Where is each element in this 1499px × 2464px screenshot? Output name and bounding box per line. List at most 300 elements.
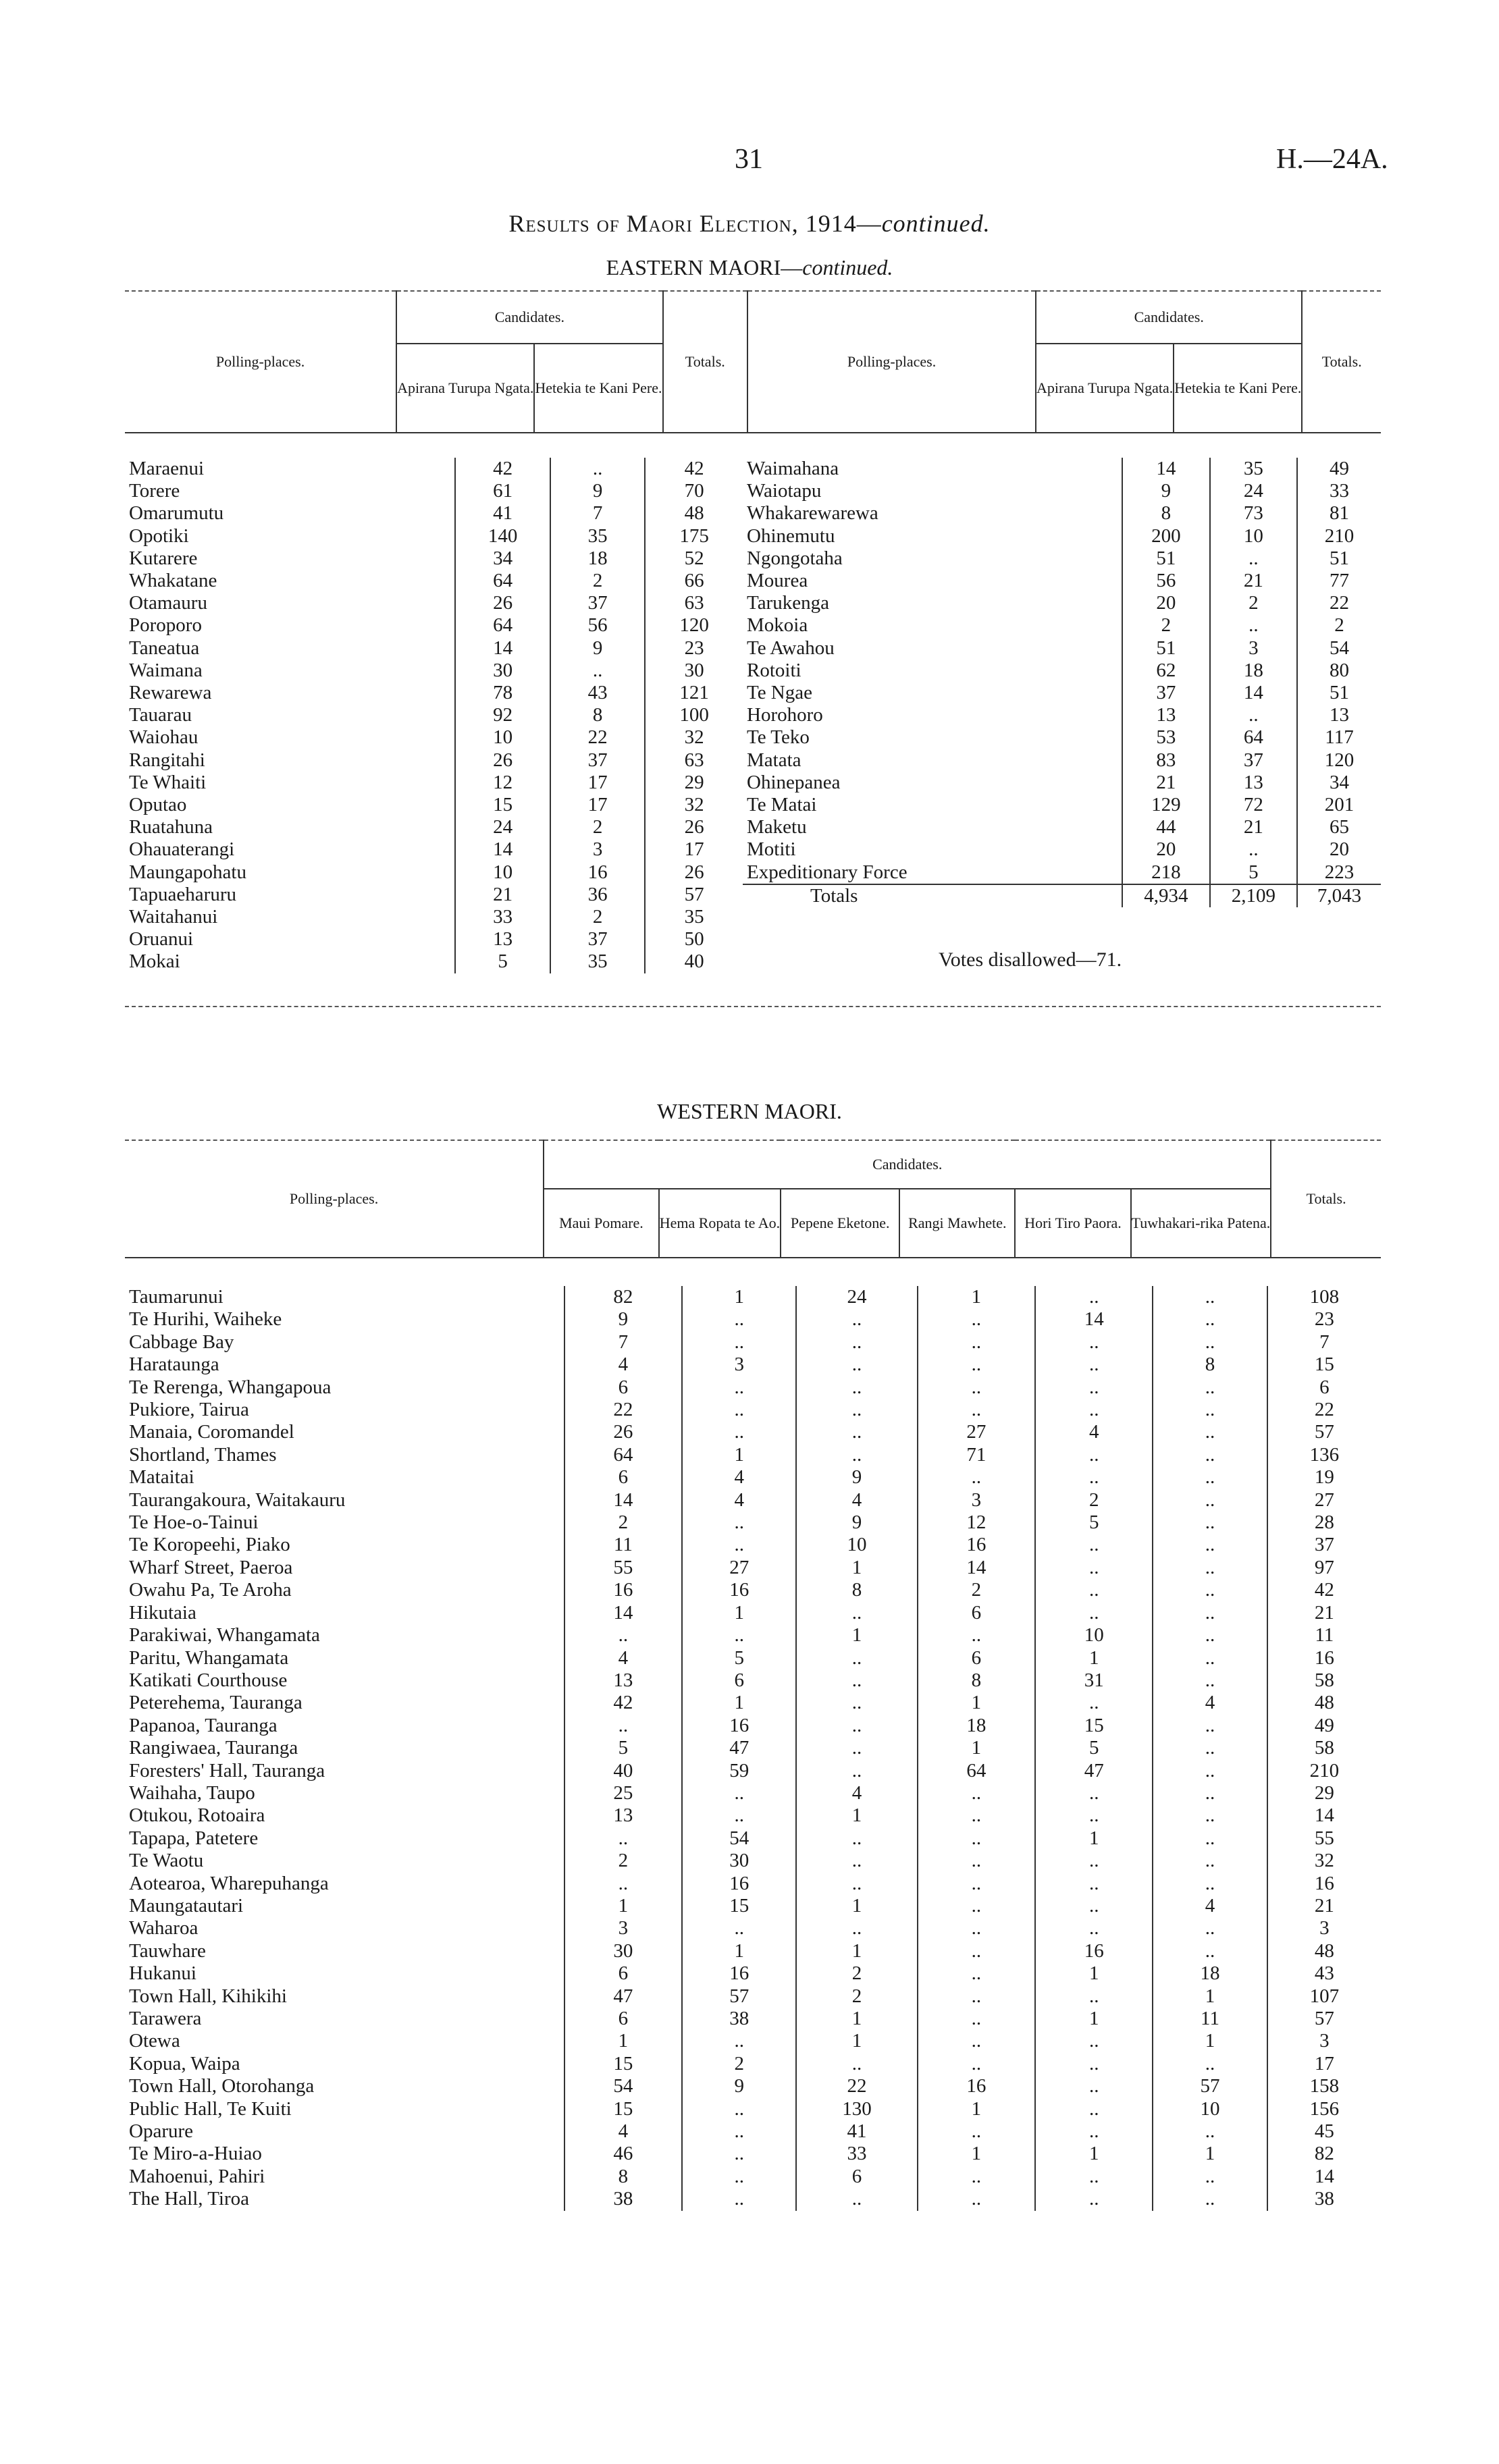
western-cell: .. (1035, 2098, 1153, 2120)
western-cell: 15 (682, 1895, 796, 1917)
western-cell: 4 (564, 1354, 682, 1376)
western-cell: .. (1153, 1579, 1267, 1601)
western-row (125, 1647, 1381, 1669)
eastern-right-place-name: Expeditionary Force (747, 861, 908, 883)
western-cell: 38 (682, 2008, 796, 2030)
eastern-right-place-name: Waiotapu (747, 480, 822, 502)
eastern-left-cell: 2 (550, 570, 646, 592)
eastern-left-cell: 9 (550, 637, 646, 660)
western-cell: .. (1035, 1804, 1153, 1827)
western-cell: .. (796, 1692, 917, 1714)
eastern-right-row (743, 458, 1381, 480)
eastern-right-cell: 22 (1297, 592, 1381, 614)
western-place-name: Town Hall, Kihikihi (129, 1985, 287, 2007)
eastern-left-cell: 12 (455, 772, 550, 794)
western-cell: .. (1035, 1985, 1153, 2008)
page-title-text: Results of Maori Election, 1914— (508, 210, 882, 237)
eastern-left-row (125, 884, 743, 906)
western-col-candidate: Hema Ropata te Ao. (659, 1189, 781, 1258)
western-cell: 24 (796, 1286, 917, 1308)
eastern-right-cell: 72 (1210, 794, 1297, 816)
western-cell: 13 (564, 1804, 682, 1827)
eastern-col-candidates-right: Candidates. (1036, 291, 1302, 344)
western-cell: .. (918, 1399, 1035, 1421)
eastern-left-cell: 35 (550, 525, 646, 547)
western-cell: .. (1153, 1804, 1267, 1827)
eastern-right-cell: 62 (1122, 660, 1209, 682)
western-cell: 2 (564, 1511, 682, 1534)
eastern-right-cell: 51 (1122, 637, 1209, 660)
eastern-left-cell: 56 (550, 614, 646, 637)
eastern-right-place-name: Mourea (747, 570, 808, 592)
western-cell: 16 (918, 1534, 1035, 1556)
eastern-right-cell: 201 (1297, 794, 1381, 816)
western-cell: 4 (564, 1647, 682, 1669)
western-col-polling: Polling-places. (125, 1140, 544, 1258)
eastern-left-cell: 30 (455, 660, 550, 682)
western-cell: 14 (1267, 2166, 1381, 2188)
eastern-left-place-name: Kutarere (129, 547, 198, 569)
western-cell: 1 (1035, 1827, 1153, 1850)
eastern-left-place-name: Whakatane (129, 570, 217, 592)
western-cell: .. (796, 1444, 917, 1466)
western-cell: 1 (1035, 2008, 1153, 2030)
western-cell: 6 (1267, 1376, 1381, 1399)
western-cell: .. (1153, 1647, 1267, 1669)
western-cell: .. (1153, 1715, 1267, 1737)
eastern-right-cell: 210 (1297, 525, 1381, 547)
western-cell: .. (1035, 1399, 1153, 1421)
western-cell: 1 (918, 2143, 1035, 2165)
western-cell: .. (682, 1399, 796, 1421)
western-cell: 4 (1153, 1895, 1267, 1917)
western-table (125, 1286, 1381, 2211)
eastern-left-cell: 35 (645, 906, 743, 928)
eastern-left-place-name: Rangitahi (129, 749, 205, 771)
eastern-left-place-name: Oputao (129, 794, 187, 816)
western-cell: .. (918, 1466, 1035, 1489)
eastern-left-cell: 26 (455, 592, 550, 614)
eastern-total-all: 7,043 (1297, 884, 1381, 907)
western-row (125, 1850, 1381, 1872)
western-cell: 10 (1035, 1624, 1153, 1646)
western-row (125, 1354, 1381, 1376)
western-cell: 49 (1267, 1715, 1381, 1737)
western-cell: 47 (1035, 1760, 1153, 1782)
western-cell: .. (1035, 1331, 1153, 1354)
western-cell: 32 (1267, 1850, 1381, 1872)
western-cell: 1 (796, 1624, 917, 1646)
western-cell: .. (1153, 1534, 1267, 1556)
western-row (125, 1873, 1381, 1895)
western-col-candidate: Pepene Eketone. (781, 1189, 899, 1258)
eastern-right-cell: 51 (1297, 547, 1381, 570)
eastern-right-row (743, 838, 1381, 861)
western-cell: .. (1153, 1557, 1267, 1579)
western-cell: 57 (682, 1985, 796, 2008)
western-cell: 82 (1267, 2143, 1381, 2165)
western-cell: 16 (1267, 1873, 1381, 1895)
western-cell: 11 (564, 1534, 682, 1556)
western-cell: .. (1153, 1286, 1267, 1308)
western-row (125, 1557, 1381, 1579)
western-cell: 27 (682, 1557, 796, 1579)
western-row (125, 1511, 1381, 1534)
western-row (125, 1715, 1381, 1737)
western-place-name: Manaia, Coromandel (129, 1421, 294, 1443)
eastern-left-cell: 24 (455, 816, 550, 838)
eastern-left-place-name: Opotiki (129, 525, 189, 547)
western-cell: .. (1035, 1557, 1153, 1579)
western-cell: .. (1153, 2166, 1267, 2188)
western-cell: 16 (1267, 1647, 1381, 1669)
eastern-left-row (125, 682, 743, 704)
eastern-left-cell: 175 (645, 525, 743, 547)
western-row (125, 1917, 1381, 1939)
western-cell: 46 (564, 2143, 682, 2165)
eastern-right-cell: 9 (1122, 480, 1209, 502)
eastern-right-cell: 37 (1210, 749, 1297, 772)
eastern-left-cell: 17 (645, 838, 743, 861)
western-cell: 6 (918, 1602, 1035, 1624)
eastern-right-row (743, 816, 1381, 838)
western-cell: 4 (682, 1466, 796, 1489)
eastern-left-place-name: Tapuaeharuru (129, 883, 236, 905)
eastern-totals-label: Totals (743, 884, 1122, 907)
eastern-left-cell: 26 (645, 861, 743, 884)
western-row (125, 1895, 1381, 1917)
western-cell: 1 (1035, 2143, 1153, 2165)
western-cell: .. (918, 1782, 1035, 1804)
eastern-right-row (743, 704, 1381, 726)
western-cell: 14 (1035, 1308, 1153, 1331)
western-cell: 4 (796, 1489, 917, 1511)
eastern-left-row (125, 480, 743, 502)
western-cell: 3 (1267, 2030, 1381, 2052)
eastern-right-cell: 49 (1297, 458, 1381, 480)
eastern-left-cell: .. (550, 458, 646, 480)
votes-disallowed: Votes disallowed—71. (939, 948, 1122, 971)
western-cell: 1 (682, 1444, 796, 1466)
western-cell: .. (682, 2188, 796, 2210)
eastern-left-cell: 37 (550, 592, 646, 614)
western-cell: 1 (796, 1895, 917, 1917)
western-cell: .. (1035, 1579, 1153, 1601)
eastern-left-row (125, 502, 743, 525)
western-cell: 15 (1035, 1715, 1153, 1737)
eastern-right-row (743, 637, 1381, 660)
western-cell: .. (918, 1804, 1035, 1827)
western-cell: .. (1035, 1286, 1153, 1308)
western-cell: .. (682, 1376, 796, 1399)
western-cell: .. (918, 2120, 1035, 2143)
western-row (125, 1331, 1381, 1354)
western-cell: 1 (796, 2030, 917, 2052)
western-cell: 40 (564, 1760, 682, 1782)
eastern-left-cell: .. (550, 660, 646, 682)
western-cell: 21 (1267, 1895, 1381, 1917)
western-header (125, 1140, 1381, 1258)
western-cell: .. (682, 2098, 796, 2120)
eastern-left-cell: 42 (455, 458, 550, 480)
eastern-right-cell: 2 (1210, 592, 1297, 614)
eastern-right-cell: 77 (1297, 570, 1381, 592)
western-cell: .. (1035, 1895, 1153, 1917)
eastern-left-cell: 78 (455, 682, 550, 704)
eastern-left-row (125, 525, 743, 547)
western-cell: 1 (918, 1737, 1035, 1759)
western-row (125, 2166, 1381, 2188)
western-cell: 9 (796, 1511, 917, 1534)
western-cell: .. (1153, 1624, 1267, 1646)
eastern-left-cell: 121 (645, 682, 743, 704)
eastern-left-cell: 36 (550, 884, 646, 906)
western-place-name: Te Koropeehi, Piako (129, 1534, 290, 1556)
eastern-right-cell: 51 (1122, 547, 1209, 570)
eastern-left-cell: 2 (550, 816, 646, 838)
western-cell: .. (918, 1354, 1035, 1376)
western-cell: 1 (796, 2008, 917, 2030)
western-cell: 22 (796, 2075, 917, 2097)
eastern-right-place-name: Waimahana (747, 458, 839, 479)
western-cell: 1 (1035, 1962, 1153, 1985)
western-cell: 28 (1267, 1511, 1381, 1534)
eastern-left-cell: 2 (550, 906, 646, 928)
western-cell: .. (1153, 1376, 1267, 1399)
eastern-total-pere: 2,109 (1210, 884, 1297, 907)
eastern-right-place-name: Ohinemutu (747, 525, 835, 547)
eastern-left-place-name: Mokai (129, 950, 180, 973)
eastern-left-cell: 52 (645, 547, 743, 570)
western-cell: .. (682, 1308, 796, 1331)
western-cell: 41 (796, 2120, 917, 2143)
western-cell: 22 (1267, 1399, 1381, 1421)
eastern-right-row (743, 525, 1381, 547)
western-cell: .. (796, 1715, 917, 1737)
western-cell: .. (796, 1602, 917, 1624)
western-row (125, 1624, 1381, 1646)
western-cell: 2 (796, 1962, 917, 1985)
eastern-col-ngata-left: Apirana Turupa Ngata. (396, 344, 534, 433)
western-cell: 48 (1267, 1940, 1381, 1962)
eastern-col-pere-right: Hetekia te Kani Pere. (1174, 344, 1302, 433)
western-cell: 6 (796, 2166, 917, 2188)
western-cell: 11 (1267, 1624, 1381, 1646)
western-cell: 58 (1267, 1669, 1381, 1692)
eastern-left-cell: 16 (550, 861, 646, 884)
western-cell: .. (918, 1624, 1035, 1646)
eastern-left-cell: 8 (550, 704, 646, 726)
western-cell: 18 (1153, 1962, 1267, 1985)
western-cell: 3 (564, 1917, 682, 1939)
western-place-name: Maungatautari (129, 1894, 244, 1917)
western-cell: 8 (796, 1579, 917, 1601)
eastern-left-place-name: Taneatua (129, 637, 200, 659)
eastern-right-row (743, 480, 1381, 502)
eastern-heading-text: EASTERN MAORI— (606, 255, 803, 279)
western-cell: .. (796, 2188, 917, 2210)
western-place-name: Paritu, Whangamata (129, 1646, 289, 1669)
eastern-left-cell: 29 (645, 772, 743, 794)
eastern-right-row (743, 772, 1381, 794)
eastern-right-cell: 3 (1210, 637, 1297, 660)
western-cell: 22 (564, 1399, 682, 1421)
western-cell: .. (796, 1669, 917, 1692)
western-cell: 97 (1267, 1557, 1381, 1579)
western-place-name: Owahu Pa, Te Aroha (129, 1579, 292, 1601)
western-cell: .. (1153, 1489, 1267, 1511)
western-cell: .. (796, 1376, 917, 1399)
eastern-left-cell: 43 (550, 682, 646, 704)
document-reference: H.—24A. (1276, 144, 1388, 175)
western-cell: 8 (564, 2166, 682, 2188)
western-cell: 30 (564, 1940, 682, 1962)
eastern-left-row (125, 704, 743, 726)
western-cell: 47 (682, 1737, 796, 1759)
eastern-right-cell: 13 (1297, 704, 1381, 726)
western-cell: 9 (796, 1466, 917, 1489)
western-cell: .. (1153, 2120, 1267, 2143)
western-cell: 54 (682, 1827, 796, 1850)
eastern-bottom-rule (125, 1006, 1381, 1007)
eastern-right-cell: 20 (1122, 838, 1209, 861)
western-cell: .. (1035, 2120, 1153, 2143)
western-cell: .. (918, 1985, 1035, 2008)
eastern-left-cell: 5 (455, 950, 550, 973)
western-cell: 16 (1035, 1940, 1153, 1962)
western-row (125, 1376, 1381, 1399)
western-cell: .. (918, 1308, 1035, 1331)
eastern-left-cell: 100 (645, 704, 743, 726)
eastern-right-cell: 129 (1122, 794, 1209, 816)
eastern-right-cell: 223 (1297, 861, 1381, 884)
western-cell: 4 (682, 1489, 796, 1511)
western-cell: .. (1035, 1534, 1153, 1556)
eastern-right-cell: 51 (1297, 682, 1381, 704)
western-place-name: Town Hall, Otorohanga (129, 2075, 315, 2097)
western-cell: .. (1035, 1444, 1153, 1466)
western-cell: 14 (918, 1557, 1035, 1579)
western-place-name: Mahoenui, Pahiri (129, 2165, 265, 2187)
western-cell: .. (682, 1624, 796, 1646)
western-cell: .. (1153, 1669, 1267, 1692)
eastern-col-totals-left: Totals. (663, 291, 748, 433)
western-place-name: Taurangakoura, Waitakauru (129, 1489, 346, 1511)
western-row (125, 1962, 1381, 1985)
eastern-left-cell: 48 (645, 502, 743, 525)
eastern-left-cell: 37 (550, 749, 646, 772)
western-row (125, 1286, 1381, 1308)
western-cell: .. (1153, 1760, 1267, 1782)
western-cell: .. (1153, 1421, 1267, 1443)
western-place-name: Cabbage Bay (129, 1331, 234, 1353)
western-cell: 57 (1267, 2008, 1381, 2030)
western-place-name: Rangiwaea, Tauranga (129, 1737, 298, 1759)
western-cell: 57 (1267, 1421, 1381, 1443)
eastern-left-cell: 10 (455, 726, 550, 749)
western-col-candidate: Maui Pomare. (544, 1189, 659, 1258)
western-cell: 59 (682, 1760, 796, 1782)
western-cell: .. (796, 1760, 917, 1782)
eastern-right-cell: 65 (1297, 816, 1381, 838)
western-cell: .. (682, 1782, 796, 1804)
western-cell: .. (1035, 2030, 1153, 2052)
western-cell: 42 (564, 1692, 682, 1714)
western-cell: .. (796, 1399, 917, 1421)
western-cell: 1 (682, 1692, 796, 1714)
eastern-right-cell: 35 (1210, 458, 1297, 480)
eastern-left-cell: 17 (550, 772, 646, 794)
eastern-right-cell: 21 (1210, 570, 1297, 592)
western-row (125, 1669, 1381, 1692)
eastern-left-cell: 64 (455, 570, 550, 592)
western-cell: .. (918, 1895, 1035, 1917)
eastern-left-cell: 26 (645, 816, 743, 838)
western-cell: .. (682, 1421, 796, 1443)
western-cell: 31 (1035, 1669, 1153, 1692)
western-cell: .. (682, 2030, 796, 2052)
eastern-right-place-name: Motiti (747, 838, 796, 861)
western-cell: 6 (564, 2008, 682, 2030)
western-cell: 19 (1267, 1466, 1381, 1489)
western-cell: .. (918, 1376, 1035, 1399)
western-cell: 2 (796, 1985, 917, 2008)
western-cell: 15 (564, 2053, 682, 2075)
eastern-left-row (125, 906, 743, 928)
western-cell: .. (1035, 1850, 1153, 1872)
eastern-left-cell: 32 (645, 794, 743, 816)
eastern-right-cell: 120 (1297, 749, 1381, 772)
western-cell: .. (1153, 1466, 1267, 1489)
western-place-name: Taumarunui (129, 1286, 223, 1308)
eastern-right-place-name: Horohoro (747, 704, 823, 726)
eastern-right-place-name: Matata (747, 749, 801, 771)
eastern-heading (0, 255, 1499, 280)
eastern-right-place-name: Rotoiti (747, 659, 801, 681)
eastern-right-place-name: Tarukenga (747, 592, 829, 614)
eastern-right-cell: 83 (1122, 749, 1209, 772)
eastern-right-cell: 10 (1210, 525, 1297, 547)
western-cell: 1 (918, 2098, 1035, 2120)
eastern-left-place-name: Otamauru (129, 592, 207, 614)
eastern-left-place-name: Tauarau (129, 704, 192, 726)
eastern-right-cell: 44 (1122, 816, 1209, 838)
eastern-right-place-name: Ngongotaha (747, 547, 843, 569)
eastern-right-cell: 2 (1297, 614, 1381, 637)
eastern-right-place-name: Te Ngae (747, 682, 812, 704)
eastern-right-cell: 8 (1122, 502, 1209, 525)
eastern-right-cell: 34 (1297, 772, 1381, 794)
eastern-left-place-name: Ruatahuna (129, 816, 213, 838)
eastern-left-cell: 37 (550, 928, 646, 950)
eastern-right-row (743, 861, 1381, 884)
eastern-left-row (125, 458, 743, 480)
western-col-candidate: Hori Tiro Paora. (1015, 1189, 1130, 1258)
western-cell: .. (564, 1827, 682, 1850)
western-cell: 5 (564, 1737, 682, 1759)
eastern-right-row (743, 547, 1381, 570)
western-cell: 16 (682, 1873, 796, 1895)
western-cell: 3 (918, 1489, 1035, 1511)
western-cell: 7 (564, 1331, 682, 1354)
eastern-left-cell: 57 (645, 884, 743, 906)
western-cell: 210 (1267, 1760, 1381, 1782)
western-cell: 158 (1267, 2075, 1381, 2097)
western-cell: .. (796, 1647, 917, 1669)
eastern-left-cell: 18 (550, 547, 646, 570)
western-cell: 5 (1035, 1511, 1153, 1534)
western-cell: .. (682, 1804, 796, 1827)
